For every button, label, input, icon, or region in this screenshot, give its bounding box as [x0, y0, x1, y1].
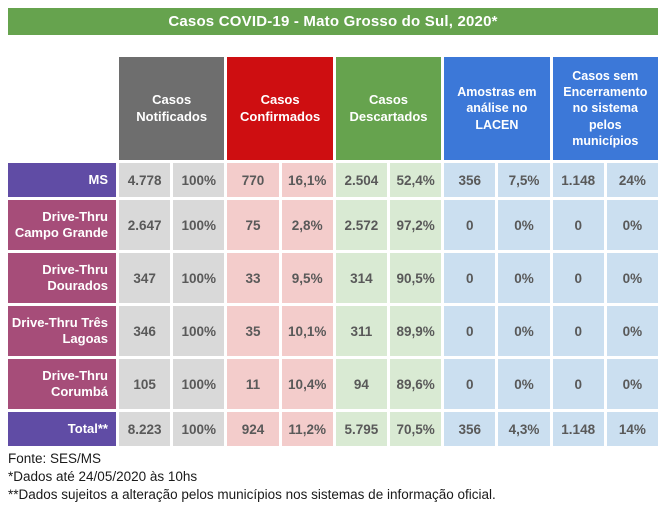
table-cell: 5.795 [336, 412, 387, 446]
row-label-drive-thru-corumba: Drive-Thru Corumbá [8, 359, 116, 409]
table-cell: 0% [498, 200, 549, 250]
table-cell: 0 [444, 253, 495, 303]
row-label-drive-thru-campo-grande: Drive-Thru Campo Grande [8, 200, 116, 250]
table-cell: 33 [227, 253, 278, 303]
table-cell: 0% [607, 253, 658, 303]
table-cell: 2.647 [119, 200, 170, 250]
table-cell: 2,8% [282, 200, 333, 250]
note-date-line: *Dados até 24/05/2020 às 10hs [8, 469, 198, 484]
table-cell: 24% [607, 163, 658, 197]
table-cell: 11,2% [282, 412, 333, 446]
table-cell: 2.572 [336, 200, 387, 250]
table-cell: 9,5% [282, 253, 333, 303]
column-header-amostras-em-analise-no-lacen: Amostras em análise no LACEN [444, 57, 549, 160]
table-cell: 97,2% [390, 200, 441, 250]
table-cell: 0% [607, 306, 658, 356]
footer-notes [8, 450, 658, 504]
table-cell: 11 [227, 359, 278, 409]
table-cell: 356 [444, 412, 495, 446]
table-cell: 105 [119, 359, 170, 409]
row-label-total: Total** [8, 412, 116, 446]
table-cell: 75 [227, 200, 278, 250]
row-label-drive-thru-tres-lagoas: Drive-Thru Três Lagoas [8, 306, 116, 356]
table-cell: 70,5% [390, 412, 441, 446]
header-corner-spacer [8, 57, 116, 160]
table-cell: 346 [119, 306, 170, 356]
source-line: Fonte: SES/MS [8, 451, 102, 466]
table-cell: 2.504 [336, 163, 387, 197]
table-cell: 924 [227, 412, 278, 446]
table-cell: 0 [553, 200, 604, 250]
row-label-drive-thru-dourados: Drive-Thru Dourados [8, 253, 116, 303]
table-cell: 14% [607, 412, 658, 446]
column-header-casos-descartados: Casos Descartados [336, 57, 441, 160]
table-cell: 0% [607, 359, 658, 409]
table-cell: 314 [336, 253, 387, 303]
table-cell: 89,9% [390, 306, 441, 356]
table-cell: 311 [336, 306, 387, 356]
table-cell: 0 [553, 359, 604, 409]
table-cell: 0 [444, 306, 495, 356]
table-cell: 0 [553, 306, 604, 356]
table-cell: 0 [444, 200, 495, 250]
table-cell: 10,1% [282, 306, 333, 356]
table-cell: 0 [553, 253, 604, 303]
table-cell: 1.148 [553, 163, 604, 197]
table-cell: 0% [607, 200, 658, 250]
table-cell: 0 [444, 359, 495, 409]
row-label-ms: MS [8, 163, 116, 197]
table-cell: 100% [173, 359, 224, 409]
table-cell: 347 [119, 253, 170, 303]
column-header-casos-sem-encerramento-no-sistema-pelos-municipios: Casos sem Encerramento no sistema pelos municípios [553, 57, 658, 160]
table-cell: 100% [173, 253, 224, 303]
table-cell: 0% [498, 359, 549, 409]
table-cell: 0% [498, 253, 549, 303]
table-cell: 90,5% [390, 253, 441, 303]
column-header-casos-confirmados: Casos Confirmados [227, 57, 332, 160]
data-table [8, 57, 658, 446]
table-cell: 356 [444, 163, 495, 197]
table-cell: 770 [227, 163, 278, 197]
table-cell: 52,4% [390, 163, 441, 197]
table-cell: 100% [173, 163, 224, 197]
table-cell: 4.778 [119, 163, 170, 197]
table-cell: 100% [173, 306, 224, 356]
table-cell: 35 [227, 306, 278, 356]
table-cell: 100% [173, 200, 224, 250]
table-cell: 1.148 [553, 412, 604, 446]
page-title: Casos COVID-19 - Mato Grosso do Sul, 2020* [8, 8, 658, 35]
note-disclaimer-line: **Dados sujeitos a alteração pelos municípios nos sistemas de informação oficial. [8, 487, 496, 502]
table-cell: 89,6% [390, 359, 441, 409]
table-cell: 10,4% [282, 359, 333, 409]
table-cell: 8.223 [119, 412, 170, 446]
column-header-casos-notificados: Casos Notificados [119, 57, 224, 160]
table-cell: 100% [173, 412, 224, 446]
table-cell: 7,5% [498, 163, 549, 197]
table-cell: 4,3% [498, 412, 549, 446]
table-cell: 16,1% [282, 163, 333, 197]
table-cell: 94 [336, 359, 387, 409]
table-cell: 0% [498, 306, 549, 356]
